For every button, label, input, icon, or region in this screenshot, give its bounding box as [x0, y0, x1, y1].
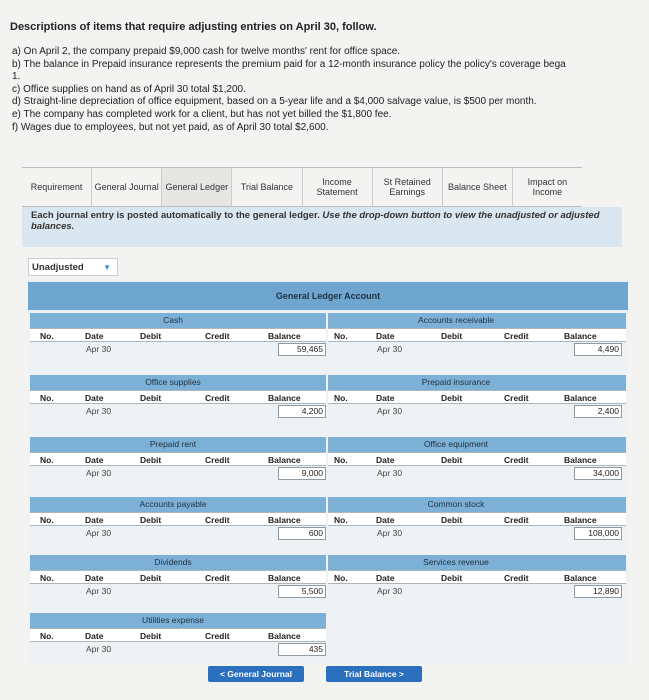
col-no: No. [40, 455, 54, 465]
account-column-headers [328, 512, 626, 526]
balance-view-dropdown[interactable] [28, 258, 118, 276]
account-name: Services revenue [423, 557, 489, 567]
entry-date: Apr 30 [377, 468, 403, 478]
table-row [30, 584, 326, 600]
account-name: Utilities expense [142, 615, 204, 625]
account-column-headers [328, 328, 626, 342]
col-no: No. [334, 515, 348, 525]
entry-date: Apr 30 [377, 406, 403, 416]
col-credit: Credit [205, 393, 230, 403]
col-balance: Balance [564, 515, 597, 525]
description-a: a) On April 2, the company prepaid $9,000 cash for twelve months' rent for office space. [12, 46, 401, 57]
col-balance: Balance [564, 455, 597, 465]
balance-value: 59,465 [278, 343, 326, 356]
table-row [328, 404, 626, 420]
page-heading: Descriptions of items that require adjusting entries on April 30, follow. [10, 21, 377, 33]
ledger-account-accounts-payable [30, 497, 326, 543]
col-no: No. [334, 455, 348, 465]
account-name: Office supplies [145, 377, 201, 387]
account-name: Prepaid rent [149, 439, 197, 449]
ledger-account-services-revenue [328, 555, 626, 601]
account-name: Office equipment [423, 439, 489, 449]
ledger-account-utilities-expense [30, 613, 326, 659]
balance-value: 2,400 [574, 405, 622, 418]
description-b-continued: 1. [12, 71, 21, 83]
col-credit: Credit [205, 515, 230, 525]
col-date: Date [376, 515, 395, 525]
col-date: Date [376, 331, 395, 341]
entry-date: Apr 30 [377, 344, 403, 354]
entry-date: Apr 30 [377, 528, 403, 538]
ledger-account-common-stock [328, 497, 626, 543]
table-row [30, 404, 326, 420]
col-credit: Credit [504, 331, 529, 341]
table-row [30, 466, 326, 482]
account-name: Prepaid insurance [421, 377, 491, 387]
instruction-text: Each journal entry is posted automatically to the general ledger. [31, 210, 320, 221]
prev-general-journal-button[interactable]: < General Journal [208, 666, 304, 682]
balance-value: 12,890 [574, 585, 622, 598]
ledger-account-prepaid-rent [30, 437, 326, 483]
col-balance: Balance [268, 631, 301, 641]
col-date: Date [376, 393, 395, 403]
entry-date: Apr 30 [86, 528, 112, 538]
col-credit: Credit [504, 455, 529, 465]
instruction-panel [22, 207, 622, 247]
tab-income-statement[interactable]: Income Statement [303, 168, 373, 206]
table-row [328, 526, 626, 542]
account-column-headers [30, 570, 326, 584]
col-date: Date [85, 515, 104, 525]
caret-down-icon: ▼ [103, 263, 111, 272]
col-date: Date [85, 631, 104, 641]
col-balance: Balance [268, 393, 301, 403]
col-balance: Balance [268, 331, 301, 341]
ledger-account-dividends [30, 555, 326, 601]
col-debit: Debit [441, 331, 463, 341]
account-name: Cash [163, 315, 183, 325]
account-column-headers [30, 628, 326, 642]
account-name: Accounts payable [139, 499, 207, 509]
instruction-emphasis: Use the drop-down button to view the unadjusted or adjusted balances. [31, 210, 600, 232]
account-name: Accounts receivable [417, 315, 495, 325]
entry-date: Apr 30 [86, 344, 112, 354]
balance-value: 34,000 [574, 467, 622, 480]
col-date: Date [376, 573, 395, 583]
col-balance: Balance [564, 393, 597, 403]
description-f: f) Wages due to employees, but not yet paid, as of April 30 total $2,600. [12, 121, 329, 133]
account-name: Dividends [154, 557, 192, 567]
col-no: No. [334, 573, 348, 583]
tab-retained-earnings[interactable]: St Retained Earnings [373, 168, 443, 206]
ledger-title: General Ledger Account [28, 282, 628, 310]
col-no: No. [40, 393, 54, 403]
account-column-headers [30, 328, 326, 342]
adjustment-descriptions [12, 46, 649, 134]
col-debit: Debit [441, 573, 463, 583]
col-date: Date [85, 573, 104, 583]
balance-value: 108,000 [574, 527, 622, 540]
ledger-account-office-equipment [328, 437, 626, 483]
entry-date: Apr 30 [377, 586, 403, 596]
col-credit: Credit [504, 393, 529, 403]
tab-trial-balance[interactable]: Trial Balance [232, 168, 302, 206]
ledger-account-cash [30, 313, 326, 359]
col-no: No. [40, 573, 54, 583]
col-date: Date [85, 331, 104, 341]
col-no: No. [40, 515, 54, 525]
ledger-account-office-supplies [30, 375, 326, 421]
col-debit: Debit [140, 515, 162, 525]
col-date: Date [85, 455, 104, 465]
col-credit: Credit [205, 455, 230, 465]
balance-value: 600 [278, 527, 326, 540]
col-no: No. [334, 393, 348, 403]
next-trial-balance-button[interactable]: Trial Balance > [326, 666, 422, 682]
col-debit: Debit [441, 393, 463, 403]
balance-value: 9,000 [278, 467, 326, 480]
account-column-headers [30, 452, 326, 466]
col-balance: Balance [268, 515, 301, 525]
col-credit: Credit [504, 515, 529, 525]
col-debit: Debit [140, 573, 162, 583]
col-date: Date [376, 455, 395, 465]
tab-balance-sheet[interactable]: Balance Sheet [443, 168, 513, 206]
dropdown-selected: Unadjusted [32, 261, 84, 273]
balance-value: 5,500 [278, 585, 326, 598]
balance-value: 435 [278, 643, 326, 656]
entry-date: Apr 30 [86, 644, 112, 654]
tab-requirement[interactable]: Requirement [22, 168, 92, 206]
entry-date: Apr 30 [86, 468, 112, 478]
table-row [30, 642, 326, 658]
account-column-headers [30, 390, 326, 404]
description-d: d) Straight-line depreciation of office equipment, based on a 5-year life and a $4,000 salvage value, is $500 per month. [12, 96, 537, 108]
entry-date: Apr 30 [86, 406, 112, 416]
col-debit: Debit [441, 455, 463, 465]
col-credit: Credit [205, 573, 230, 583]
tab-general-ledger[interactable]: General Ledger [162, 168, 232, 206]
balance-value: 4,200 [278, 405, 326, 418]
ledger-account-accounts-receivable [328, 313, 626, 359]
account-column-headers [328, 390, 626, 404]
description-b: b) The balance in Prepaid insurance represents the premium paid for a 12-month insurance policy the policy's coverage bega [12, 58, 566, 70]
col-credit: Credit [504, 573, 529, 583]
col-debit: Debit [441, 515, 463, 525]
col-no: No. [40, 631, 54, 641]
tab-general-journal[interactable]: General Journal [92, 168, 162, 206]
table-row [30, 526, 326, 542]
col-balance: Balance [268, 455, 301, 465]
ledger-account-prepaid-insurance [328, 375, 626, 421]
account-column-headers [30, 512, 326, 526]
col-credit: Credit [205, 631, 230, 641]
col-credit: Credit [205, 331, 230, 341]
description-c: c) Office supplies on hand as of April 30 total $1,200. [12, 83, 246, 95]
tab-impact-on-income[interactable]: Impact on Income [513, 168, 582, 206]
table-row [328, 342, 626, 358]
col-no: No. [334, 331, 348, 341]
table-row [30, 342, 326, 358]
entry-date: Apr 30 [86, 586, 112, 596]
table-row [328, 584, 626, 600]
account-column-headers [328, 452, 626, 466]
balance-value: 4,490 [574, 343, 622, 356]
account-name: Common stock [427, 499, 485, 509]
col-balance: Balance [268, 573, 301, 583]
col-debit: Debit [140, 631, 162, 641]
col-date: Date [85, 393, 104, 403]
col-balance: Balance [564, 331, 597, 341]
col-no: No. [40, 331, 54, 341]
tab-bar [22, 167, 582, 207]
description-e: e) The company has completed work for a client, but has not yet billed the $1,800 fee. [12, 108, 392, 120]
table-row [328, 466, 626, 482]
col-debit: Debit [140, 455, 162, 465]
col-debit: Debit [140, 331, 162, 341]
col-balance: Balance [564, 573, 597, 583]
account-column-headers [328, 570, 626, 584]
col-debit: Debit [140, 393, 162, 403]
